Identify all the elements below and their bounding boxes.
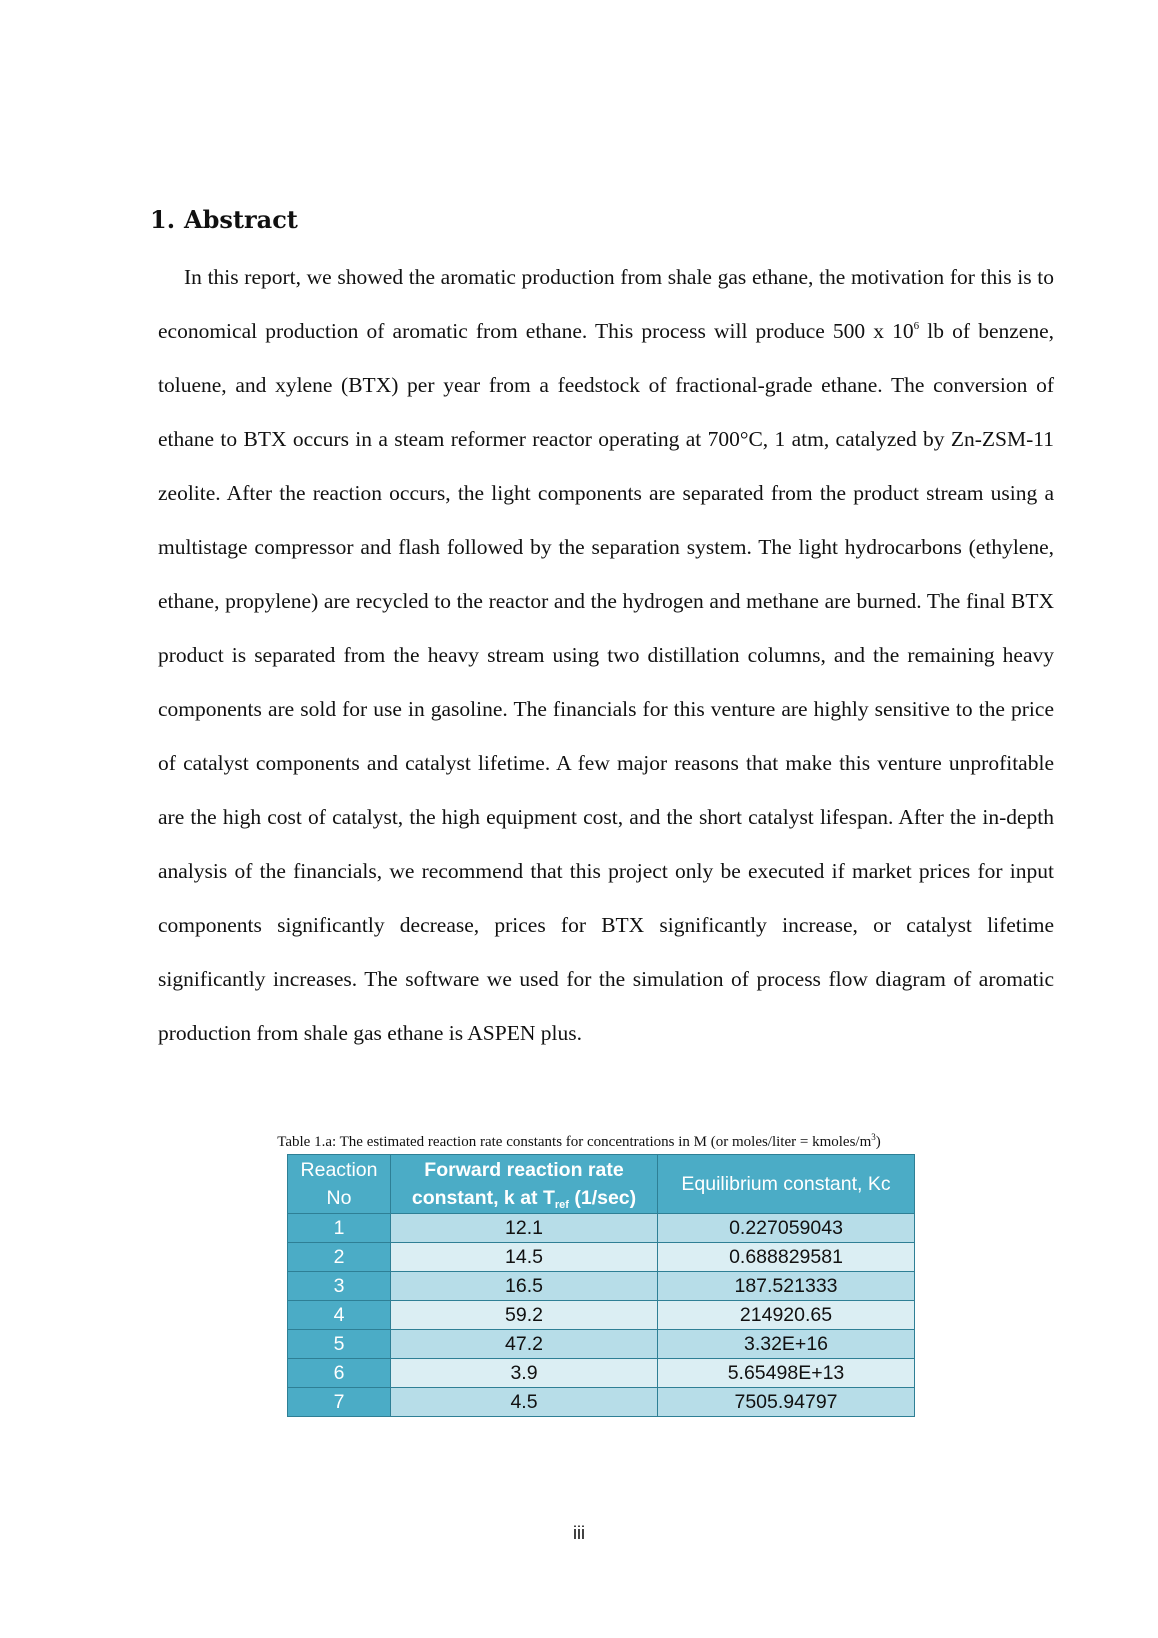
cell-reaction-no: 1 bbox=[288, 1214, 391, 1243]
table-row bbox=[288, 1359, 915, 1388]
cell-reaction-no: 3 bbox=[288, 1272, 391, 1301]
header-reaction-no bbox=[288, 1155, 391, 1214]
table-row bbox=[288, 1301, 915, 1330]
cell-reaction-no: 6 bbox=[288, 1359, 391, 1388]
header-forward-line2-pre: constant, k at T bbox=[411, 1187, 555, 1209]
cell-equilibrium: 0.227059043 bbox=[658, 1214, 915, 1243]
header-reaction-line1: Reaction bbox=[300, 1159, 378, 1181]
table-row bbox=[288, 1388, 915, 1417]
cell-forward-rate: 4.5 bbox=[391, 1388, 658, 1417]
cell-equilibrium: 187.521333 bbox=[658, 1272, 915, 1301]
caption-exponent: 3 bbox=[871, 1132, 876, 1142]
table-header-row bbox=[288, 1155, 915, 1214]
header-reaction-line2: No bbox=[326, 1187, 352, 1209]
abstract-text-part1: In this report, we showed the aromatic production from shale gas ethane, the motivation for this is to economical production of aromatic from ethane. This process will produce 500 x 10 bbox=[158, 265, 1054, 343]
cell-equilibrium: 0.688829581 bbox=[658, 1243, 915, 1272]
cell-reaction-no: 4 bbox=[288, 1301, 391, 1330]
cell-forward-rate: 16.5 bbox=[391, 1272, 658, 1301]
section-heading bbox=[150, 205, 298, 234]
page-number: iii bbox=[573, 1523, 585, 1543]
cell-forward-rate: 14.5 bbox=[391, 1243, 658, 1272]
header-forward-line2-post: (1/sec) bbox=[568, 1187, 637, 1209]
cell-reaction-no: 5 bbox=[288, 1330, 391, 1359]
abstract-text-part2: lb of benzene, toluene, and xylene (BTX) per year from a feedstock of fractional-grade ethane. The conversion of ethane to BTX occurs in a steam reformer reactor operating at 700°C, 1 atm, catalyzed by Zn-ZSM-11 zeolite. After the reaction occurs, the light components are separated from the product stream using a multistage compressor and flash followed by the separation system. The light hydrocarbons (ethylene, ethane, propylene) are recycled to the reactor and the hydrogen and methane are burned. The final BTX product is separated from the heavy stream using two distillation columns, and the remaining heavy components are sold for use in gasoline. The financials for this venture are highly sensitive to the price of catalyst components and catalyst lifetime. A few major reasons that make this venture unprofitable are the high cost of catalyst, the high equipment cost, and the short catalyst lifespan. After the in-depth analysis of the financials, we recommend that this project only be executed if market prices for input components significantly decrease, prices for BTX significantly increase, or catalyst lifetime significantly increases. The software we used for the simulation of process flow diagram of aromatic production from shale gas ethane is ASPEN plus. bbox=[158, 319, 1054, 1045]
header-forward-rate bbox=[391, 1155, 658, 1214]
caption-text: Table 1.a: The estimated reaction rate constants for concentrations in M (or moles/liter = kmoles/m bbox=[277, 1134, 872, 1150]
abstract-exponent: 6 bbox=[913, 320, 920, 332]
section-title: Abstract bbox=[184, 205, 298, 234]
cell-equilibrium: 3.32E+16 bbox=[658, 1330, 915, 1359]
table-caption bbox=[0, 1134, 1158, 1151]
header-equilibrium: Equilibrium constant, Kc bbox=[658, 1155, 915, 1214]
cell-equilibrium: 214920.65 bbox=[658, 1301, 915, 1330]
table-row bbox=[288, 1214, 915, 1243]
abstract-paragraph bbox=[158, 250, 1054, 1060]
rate-constants-table bbox=[287, 1154, 915, 1417]
cell-forward-rate: 47.2 bbox=[391, 1330, 658, 1359]
section-number: 1. bbox=[150, 205, 176, 234]
header-forward-line1: Forward reaction rate bbox=[424, 1159, 624, 1181]
cell-reaction-no: 2 bbox=[288, 1243, 391, 1272]
table-row bbox=[288, 1243, 915, 1272]
cell-equilibrium: 7505.94797 bbox=[658, 1388, 915, 1417]
cell-forward-rate: 59.2 bbox=[391, 1301, 658, 1330]
table-row bbox=[288, 1330, 915, 1359]
cell-equilibrium: 5.65498E+13 bbox=[658, 1359, 915, 1388]
cell-reaction-no: 7 bbox=[288, 1388, 391, 1417]
cell-forward-rate: 3.9 bbox=[391, 1359, 658, 1388]
table-row bbox=[288, 1272, 915, 1301]
cell-forward-rate: 12.1 bbox=[391, 1214, 658, 1243]
caption-close: ) bbox=[875, 1134, 881, 1150]
header-forward-sub: ref bbox=[554, 1199, 569, 1211]
